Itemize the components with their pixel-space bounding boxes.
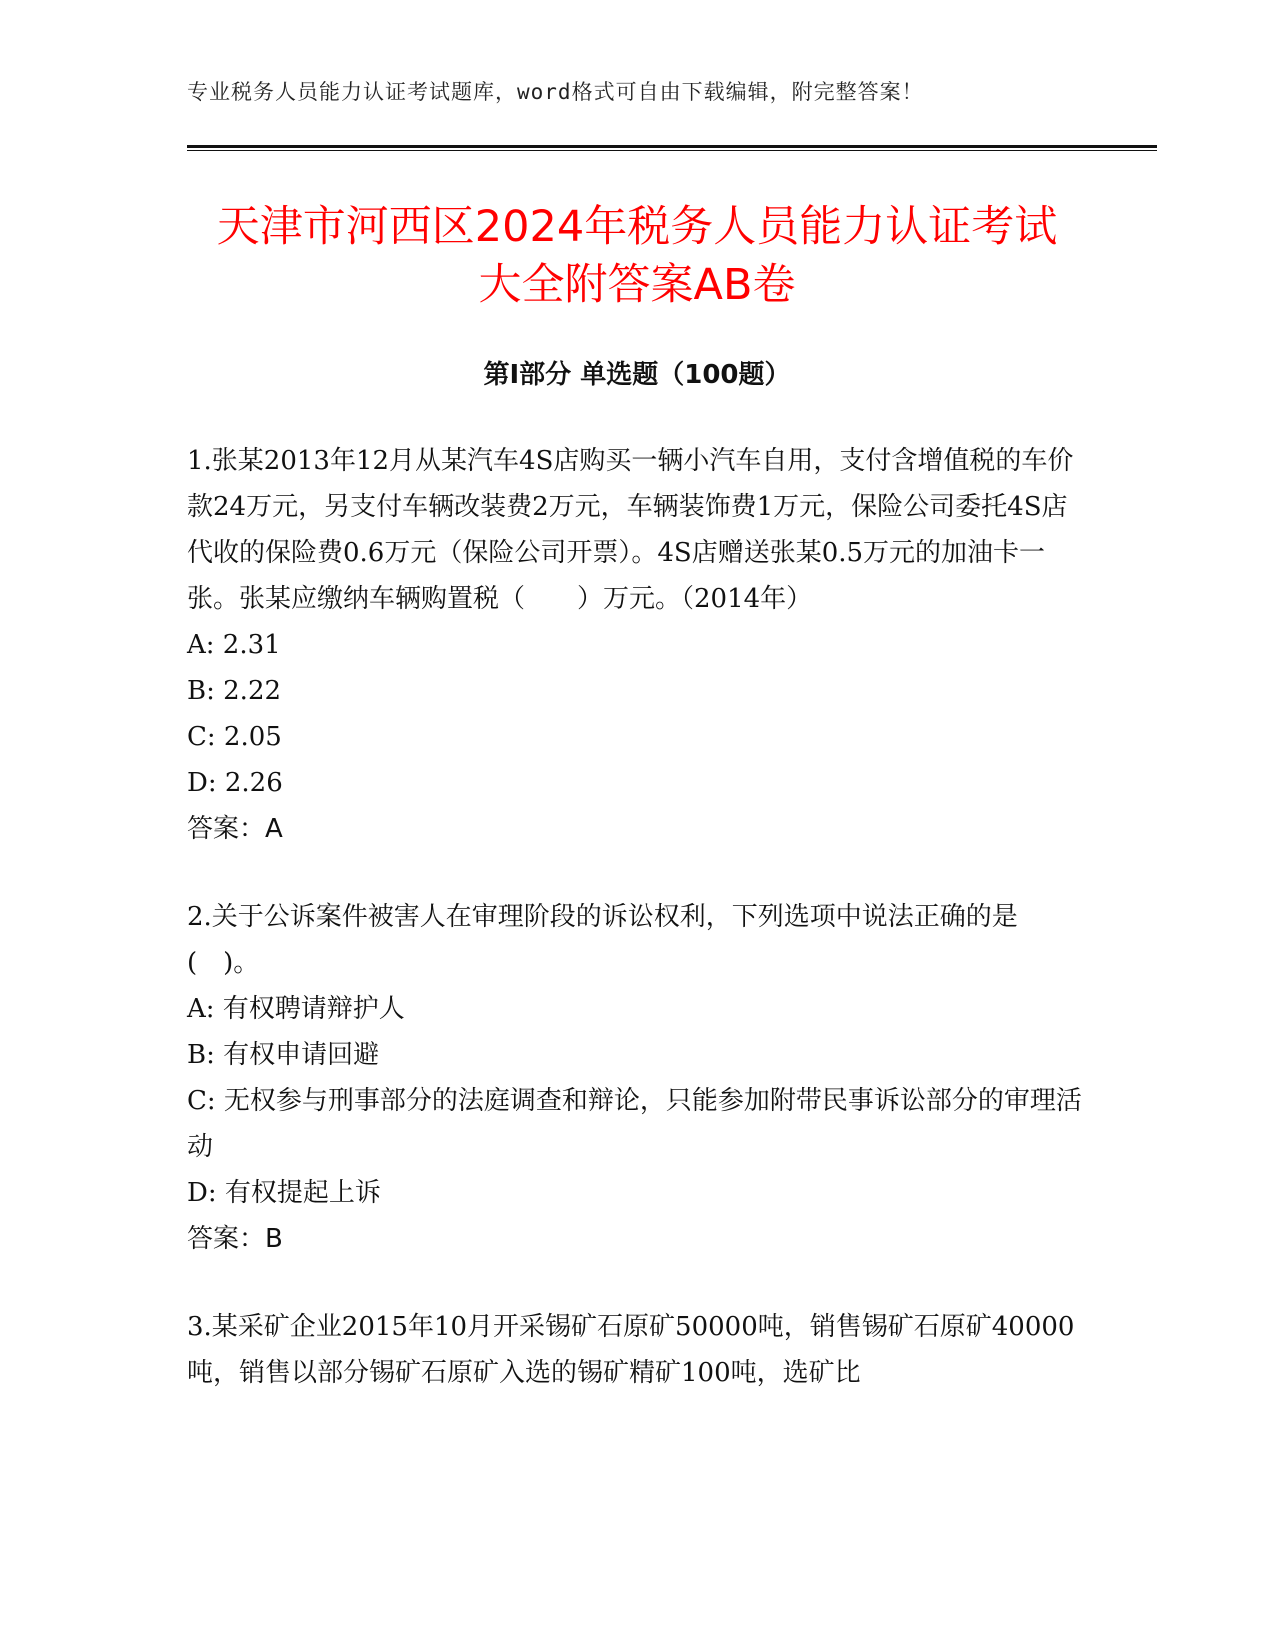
question-stem: 1.张某2013年12月从某汽车4S店购买一辆小汽车自用，支付含增值税的车价款24万元，另支付车辆改装费2万元，车辆装饰费1万元，保险公司委托4S店代收的保险费0.6万元（保险公司开票）。4S店赠送张某0.5万元的加油卡一张。张某应缴纳车辆购置税（ ）万元。（2014年）: [187, 446, 1074, 614]
option-a: A: 有权聘请辩护人: [187, 994, 405, 1024]
header-divider-thick: [187, 145, 1157, 148]
option-d: D: 2.26: [187, 768, 283, 798]
title-line-2: 大全附答案AB卷: [478, 260, 796, 310]
answer: 答案：A: [187, 814, 283, 844]
header-divider-thin: [187, 150, 1157, 151]
option-c: C: 无权参与刑事部分的法庭调查和辩论，只能参加附带民事诉讼部分的审理活动: [187, 1086, 1082, 1162]
question-stem: 3.某采矿企业2015年10月开采锡矿石原矿50000吨，销售锡矿石原矿40000吨，销售以部分锡矿石原矿入选的锡矿精矿100吨，选矿比: [187, 1312, 1075, 1388]
section-heading: 第Ⅰ部分 单选题（100题）: [483, 360, 791, 390]
option-d: D: 有权提起上诉: [187, 1178, 381, 1208]
option-b: B: 有权申请回避: [187, 1040, 380, 1070]
title-line-1: 天津市河西区2024年税务人员能力认证考试: [216, 202, 1058, 252]
question-stem: 2.关于公诉案件被害人在审理阶段的诉讼权利，下列选项中说法正确的是( )。: [187, 902, 1018, 978]
header-note: 专业税务人员能力认证考试题库，word格式可自由下载编辑，附完整答案！: [187, 80, 924, 104]
question-3: [187, 1304, 1087, 1396]
option-b: B: 2.22: [187, 676, 282, 706]
answer: 答案：B: [187, 1224, 283, 1254]
option-c: C: 2.05: [187, 722, 282, 752]
question-list: [187, 438, 1087, 1438]
option-a: A: 2.31: [187, 630, 281, 660]
question-2: [187, 894, 1087, 1262]
document-title: [187, 198, 1087, 314]
question-1: [187, 438, 1087, 852]
